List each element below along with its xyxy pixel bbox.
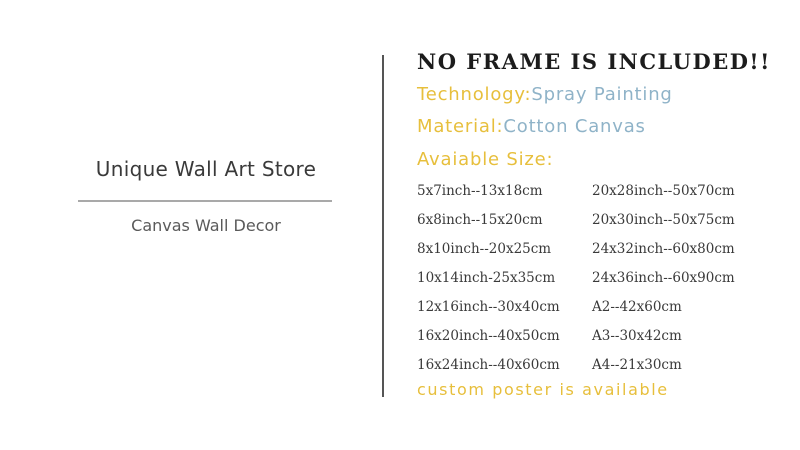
no-frame-notice: NO FRAME IS INCLUDED!! <box>417 49 771 74</box>
size-item: 10x14inch-25x35cm <box>417 270 556 286</box>
size-item: 20x30inch--50x75cm <box>592 212 735 228</box>
store-subtitle: Canvas Wall Decor <box>131 216 281 235</box>
store-divider <box>78 200 332 202</box>
size-item: 24x36inch--60x90cm <box>592 270 735 286</box>
size-item: 8x10inch--20x25cm <box>417 241 552 257</box>
size-item: 16x24inch--40x60cm <box>417 357 560 373</box>
size-item: 12x16inch--30x40cm <box>417 299 560 315</box>
material-value: Cotton Canvas <box>503 116 646 137</box>
material-line <box>417 116 646 137</box>
size-item: A2--42x60cm <box>592 299 682 315</box>
size-item: 5x7inch--13x18cm <box>417 183 543 199</box>
store-name: Unique Wall Art Store <box>95 157 317 181</box>
technology-label: Technology: <box>417 84 532 105</box>
technology-value: Spray Painting <box>531 84 673 105</box>
size-item: 20x28inch--50x70cm <box>592 183 735 199</box>
size-item: A3--30x42cm <box>592 328 682 344</box>
custom-poster-note: custom poster is available <box>417 380 669 399</box>
size-item: 24x32inch--60x80cm <box>592 241 735 257</box>
size-item: A4--21x30cm <box>592 357 682 373</box>
vertical-divider <box>382 55 384 397</box>
sizes-heading: Avaiable Size: <box>417 149 554 170</box>
size-item: 16x20inch--40x50cm <box>417 328 560 344</box>
technology-line <box>417 84 673 105</box>
size-item: 6x8inch--15x20cm <box>417 212 543 228</box>
material-label: Material: <box>417 116 504 137</box>
